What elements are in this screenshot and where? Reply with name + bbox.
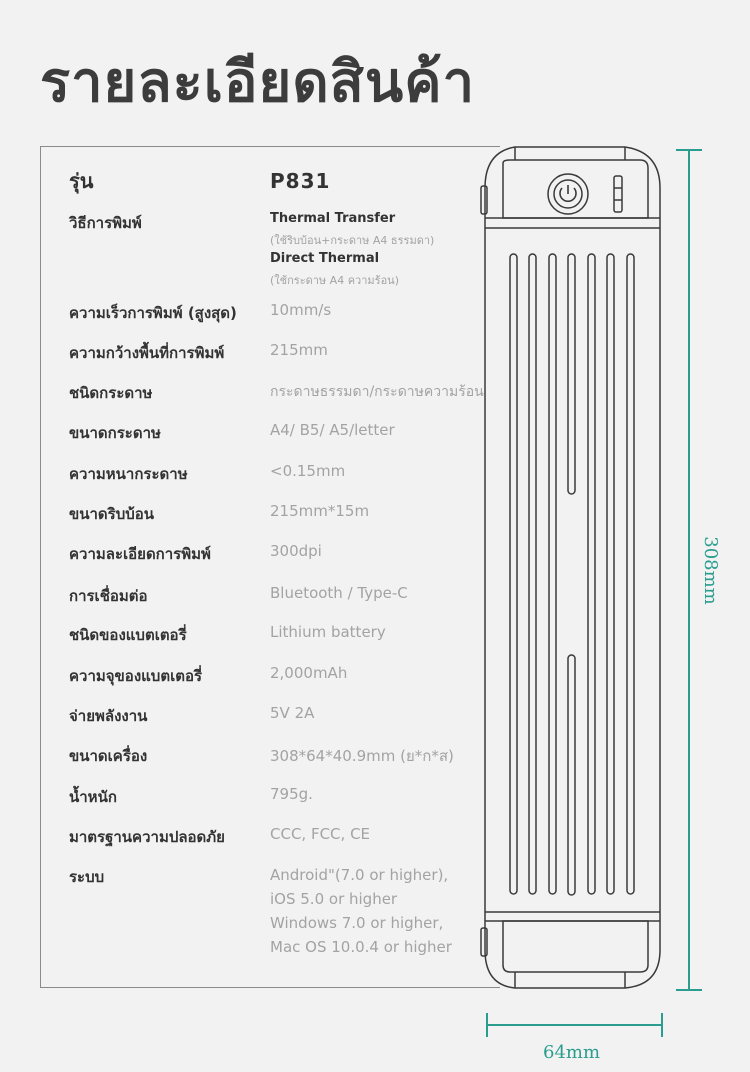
indicator-light <box>614 176 622 212</box>
vent-slot <box>529 254 536 894</box>
spec-label: ความละเอียดการพิมพ์ <box>69 545 211 563</box>
spec-value: Thermal Transfer <box>270 211 396 226</box>
spec-label: จ่ายพลังงาน <box>69 707 148 725</box>
side-clip <box>481 928 487 956</box>
spec-value: 308*64*40.9mm (ย*ก*ส) <box>270 747 454 765</box>
spec-value: 215mm <box>270 341 328 359</box>
spec-value: 300dpi <box>270 542 322 560</box>
vent-slot <box>627 254 634 894</box>
height-dimension-label: 308mm <box>699 536 721 605</box>
spec-label: ความเร็วการพิมพ์ (สูงสุด) <box>69 304 237 322</box>
os-line: Windows 7.0 or higher, <box>270 914 444 932</box>
spec-note: (ใช้ริบบ้อน+กระดาษ A4 ธรรมดา) <box>270 234 435 247</box>
spec-value: P831 <box>270 169 331 193</box>
height-dimension-line <box>676 150 702 990</box>
spec-label: ระบบ <box>69 868 105 886</box>
spec-label: ชนิดของแบตเตอรี่ <box>69 626 187 644</box>
spec-value: <0.15mm <box>270 462 346 480</box>
spec-label: การเชื่อมต่อ <box>69 587 148 605</box>
vent-slot <box>549 254 556 894</box>
os-line: Mac OS 10.0.4 or higher <box>270 938 452 956</box>
width-dimension-line <box>487 1013 662 1037</box>
spec-value: 2,000mAh <box>270 664 348 682</box>
spec-value: 5V 2A <box>270 704 315 722</box>
spec-value: 795g. <box>270 785 313 803</box>
page-title: รายละเอียดสินค้า <box>40 50 476 115</box>
spec-label: รุ่น <box>69 169 94 193</box>
spec-label: ขนาดเครื่อง <box>69 747 148 765</box>
vent-slot <box>588 254 595 894</box>
spec-value: กระดาษธรรมดา/กระดาษความร้อน <box>270 384 484 400</box>
spec-label: น้ำหนัก <box>69 788 117 806</box>
vent-slot <box>568 655 575 895</box>
spec-value: A4/ B5/ A5/letter <box>270 421 395 439</box>
spec-note: (ใช้กระดาษ A4 ความร้อน) <box>270 274 399 287</box>
spec-value: 215mm*15m <box>270 502 370 520</box>
spec-label: ขนาดกระดาษ <box>69 424 161 442</box>
os-line: iOS 5.0 or higher <box>270 890 398 908</box>
spec-value: Lithium battery <box>270 623 386 641</box>
vent-slot <box>607 254 614 894</box>
spec-label: มาตรฐานความปลอดภัย <box>69 828 225 846</box>
spec-value: Direct Thermal <box>270 251 380 266</box>
bottom-cap <box>503 921 648 972</box>
spec-value-list <box>270 863 452 959</box>
spec-label: วิธีการพิมพ์ <box>69 214 142 232</box>
spec-label: ความจุของแบตเตอรี่ <box>69 667 203 685</box>
spec-panel <box>40 146 500 988</box>
os-line: Android"(7.0 or higher), <box>270 866 449 884</box>
width-dimension-label: 64mm <box>543 1042 601 1063</box>
spec-label: ความหนากระดาษ <box>69 465 188 483</box>
side-clip <box>481 186 487 214</box>
spec-label: ขนาดริบบ้อน <box>69 505 155 523</box>
spec-value: Bluetooth / Type-C <box>270 584 408 602</box>
spec-label: ชนิดกระดาษ <box>69 384 153 402</box>
vent-slot <box>568 254 575 494</box>
spec-label: ความกว้างพื้นที่การพิมพ์ <box>69 344 225 362</box>
printer-outline-illustration <box>470 140 750 1072</box>
spec-value: 10mm/s <box>270 301 332 319</box>
spec-value: CCC, FCC, CE <box>270 825 371 843</box>
vent-slot <box>510 254 517 894</box>
